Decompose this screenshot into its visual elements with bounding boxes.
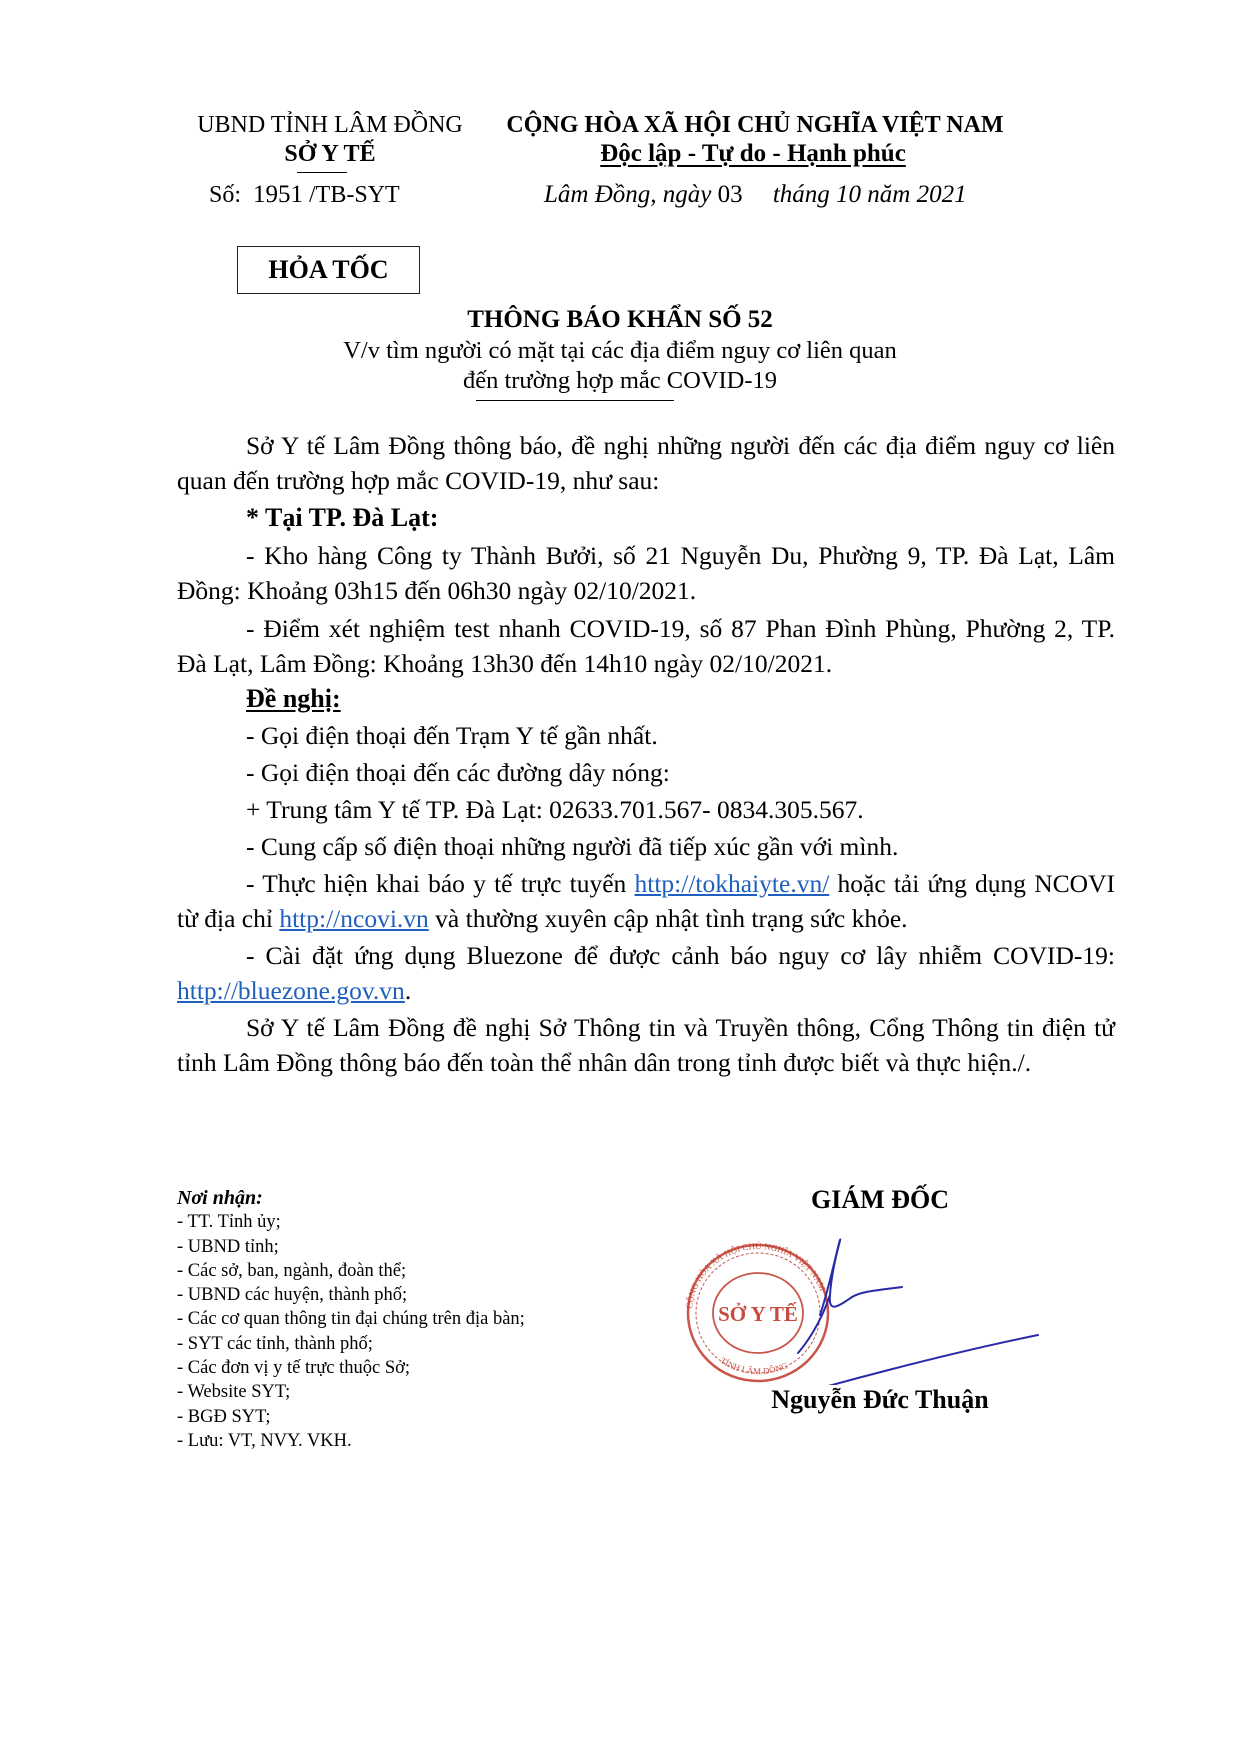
notice-subject-line-1: V/v tìm người có mặt tại các địa điểm nguy cơ liên quan — [343, 337, 897, 364]
date-line — [544, 181, 967, 209]
intro-paragraph: Sở Y tế Lâm Đồng thông báo, đề nghị những người đến các địa điểm nguy cơ liên quan đến trường hợp mắc COVID-19, như sau: — [177, 431, 1115, 495]
date-place: Lâm Đồng, ngày — [544, 181, 712, 208]
request-declare — [177, 866, 1115, 936]
recipient-item: - Các đơn vị y tế trực thuộc Sở; — [177, 1358, 411, 1379]
recipients-title: Nơi nhận: — [177, 1187, 263, 1209]
title-underline — [476, 400, 674, 401]
location-item-2: - Điểm xét nghiệm test nhanh COVID-19, số 87 Phan Đình Phùng, Phường 2, TP. Đà Lạt, Lâm Đồng: Khoảng 13h30 đến 14h10 ngày 02/10/2021. — [177, 614, 1115, 678]
agency-parent: UBND TỈNH LÂM ĐỒNG — [197, 112, 463, 138]
notice-title: THÔNG BÁO KHẨN SỐ 52 — [467, 306, 773, 333]
declare-middle: hoặc tải ứng dụng NCOVI từ địa chỉ — [177, 869, 1116, 933]
signer-name: Nguyễn Đức Thuận — [771, 1385, 989, 1414]
bluezone-link[interactable]: http://bluezone.gov.vn — [177, 976, 405, 1005]
nation-title: CỘNG HÒA XÃ HỘI CHỦ NGHĨA VIỆT NAM — [506, 112, 1004, 138]
date-day: 03 — [717, 181, 743, 208]
request-bluezone — [177, 938, 1115, 1008]
request-call-station: - Gọi điện thoại đến Trạm Y tế gần nhất. — [246, 721, 658, 750]
recipient-item: - TT. Tỉnh ủy; — [177, 1212, 281, 1233]
tokhaiyte-link[interactable]: http://tokhaiyte.vn/ — [634, 869, 830, 898]
signer-title: GIÁM ĐỐC — [811, 1185, 949, 1214]
agency-underline — [297, 172, 347, 173]
request-heading: Đề nghị: — [246, 684, 341, 713]
doc-number-suffix: /TB-SYT — [309, 182, 400, 208]
notice-body — [177, 428, 1115, 1080]
request-provide-contacts: - Cung cấp số điện thoại những người đã tiếp xúc gần với mình. — [246, 832, 899, 861]
recipient-item: - UBND tỉnh; — [177, 1236, 279, 1257]
recipient-item: - Website SYT; — [177, 1382, 291, 1403]
location-item-1: - Kho hàng Công ty Thành Bưởi, số 21 Nguyễn Du, Phường 9, TP. Đà Lạt, Lâm Đồng: Khoảng 03h15 đến 06h30 ngày 02/10/2021. — [177, 541, 1115, 605]
recipient-item: - Các cơ quan thông tin đại chúng trên địa bàn; — [177, 1309, 525, 1330]
motto: Độc lập - Tự do - Hạnh phúc — [600, 140, 906, 167]
recipient-item: - SYT các tỉnh, thành phố; — [177, 1333, 373, 1354]
hotline-center: + Trung tâm Y tế TP. Đà Lạt: 02633.701.567- 0834.305.567. — [246, 795, 864, 824]
declare-prefix: - Thực hiện khai báo y tế trực tuyến — [246, 869, 627, 898]
stamp-center-text: SỞ Y TẾ — [718, 1302, 798, 1326]
recipient-item: - Lưu: VT, NVY. VKH. — [177, 1430, 352, 1451]
declare-suffix: và thường xuyên cập nhật tình trạng sức khỏe. — [435, 904, 908, 933]
bluezone-suffix: . — [404, 976, 412, 1005]
closing-paragraph: Sở Y tế Lâm Đồng đề nghị Sở Thông tin và Truyền thông, Cổng Thông tin điện tử tỉnh Lâm Đồng thông báo đến toàn thể nhân dân trong tỉnh được biết và thực hiện./. — [177, 1013, 1115, 1077]
stamp-ring-top-text: CỘNG HÒA XÃ HỘI CHỦ NGHĨA VIỆT NAM — [684, 1240, 828, 1310]
stamp-ring-bottom-text: TỈNH LÂM ĐỒNG — [718, 1355, 790, 1377]
recipient-item: - UBND các huyện, thành phố; — [177, 1285, 408, 1306]
doc-number-label: Số: — [209, 182, 242, 208]
request-call-hotlines: - Gọi điện thoại đến các đường dây nóng: — [246, 758, 670, 787]
location-heading: * Tại TP. Đà Lạt: — [246, 503, 439, 532]
bluezone-prefix: - Cài đặt ứng dụng Bluezone để được cảnh báo nguy cơ lây nhiễm COVID-19: — [246, 941, 1115, 970]
recipient-item: - BGĐ SYT; — [177, 1406, 271, 1427]
doc-number-value: 1951 — [253, 181, 304, 208]
official-stamp-and-signature — [680, 1235, 1040, 1385]
urgency-box — [237, 246, 420, 294]
date-month-year: tháng 10 năm 2021 — [772, 181, 967, 208]
agency-name: SỞ Y TẾ — [284, 141, 376, 167]
notice-subject-line-2: đến trường hợp mắc COVID-19 — [462, 367, 778, 394]
recipients-block — [177, 1186, 525, 1453]
urgency-label: HỎA TỐC — [268, 255, 389, 284]
ncovi-link[interactable]: http://ncovi.vn — [279, 904, 429, 933]
doc-number — [209, 181, 400, 209]
recipient-item: - Các sở, ban, ngành, đoàn thể; — [177, 1260, 407, 1281]
